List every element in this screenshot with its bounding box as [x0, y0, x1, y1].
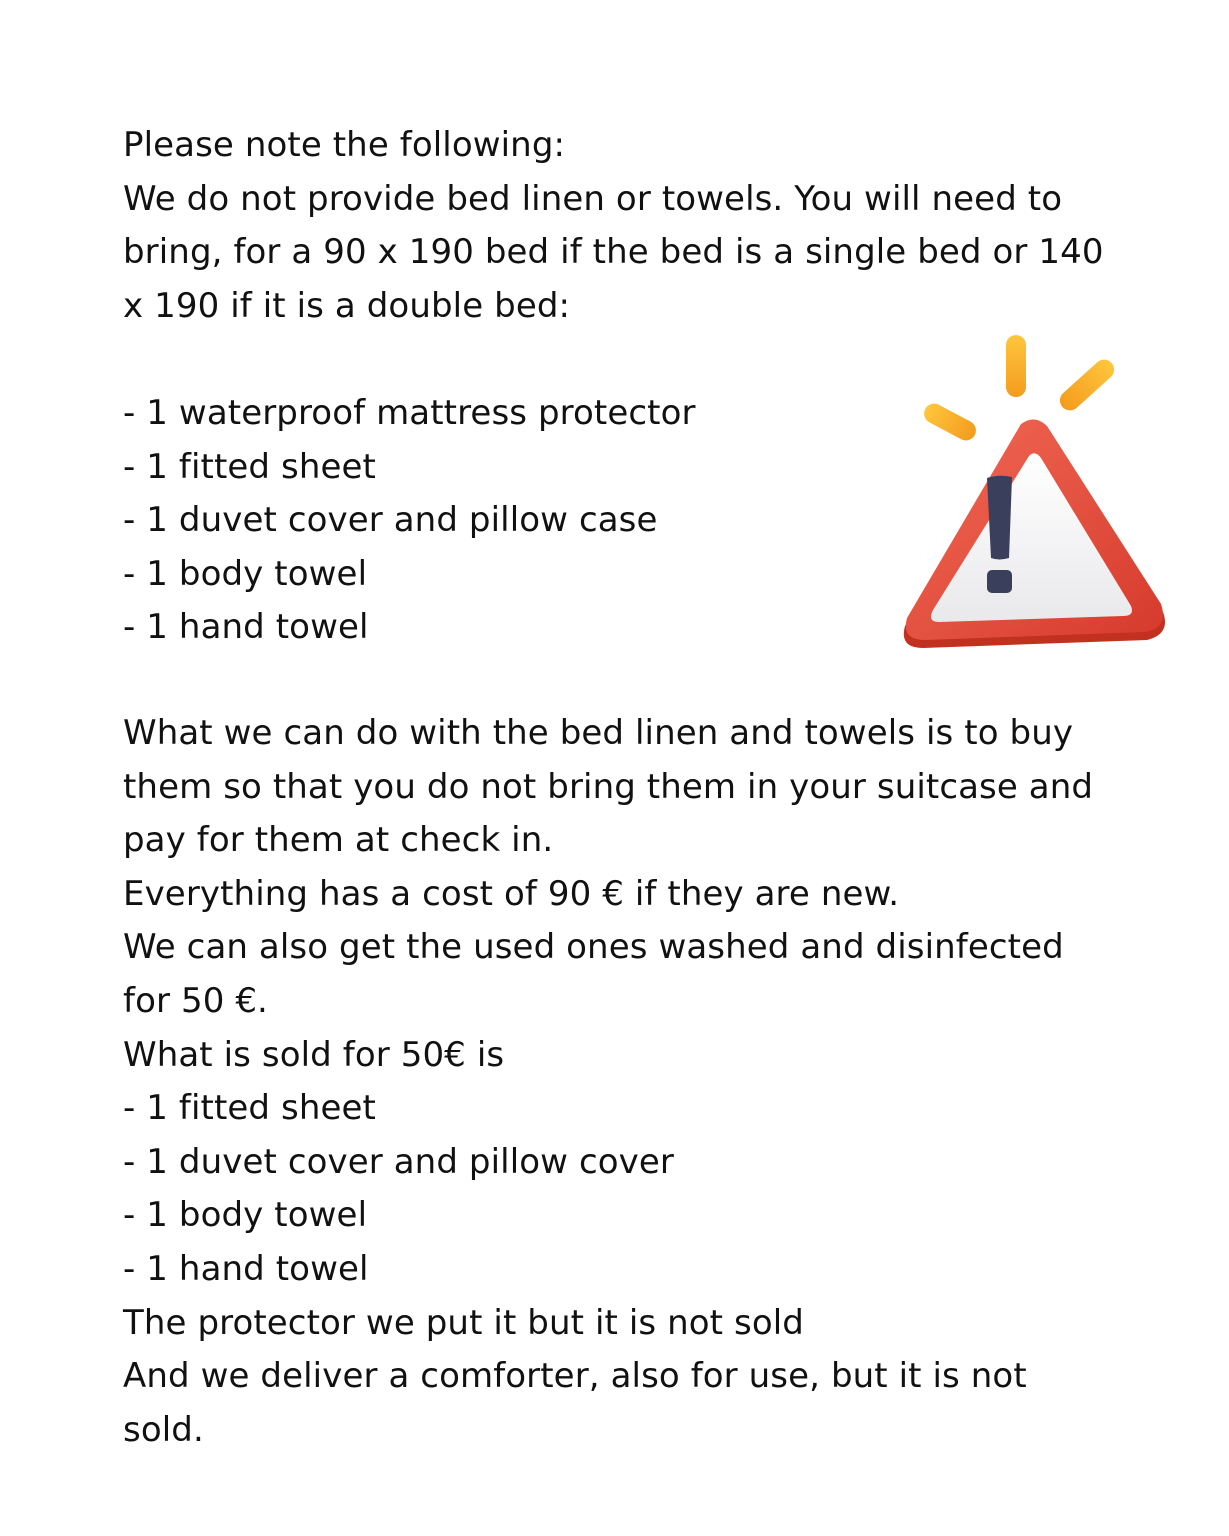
info-line: them so that you do not bring them in your suitcase and — [123, 766, 1094, 807]
intro-line: bring, for a 90 x 190 bed if the bed is a single bed or 140 — [123, 232, 1104, 273]
purchase-info-section — [123, 707, 1094, 1457]
info-line: for 50 €. — [123, 980, 268, 1021]
list-item: - 1 hand towel — [123, 1248, 369, 1289]
intro-heading: Please note the following: — [123, 125, 566, 165]
info-line: What is sold for 50€ is — [123, 1034, 505, 1075]
warning-triangle-exclamation-icon — [895, 330, 1170, 655]
list-item: - 1 waterproof mattress protector — [123, 393, 696, 433]
closing-line: sold. — [123, 1409, 204, 1450]
list-item: - 1 body towel — [123, 1195, 368, 1236]
intro-line: We do not provide bed linen or towels. You will need to — [123, 178, 1063, 219]
info-line: Everything has a cost of 90 € if they are new. — [123, 873, 900, 914]
info-line: pay for them at check in. — [123, 820, 554, 861]
list-item: - 1 body towel — [123, 553, 368, 594]
list-item: - 1 hand towel — [123, 607, 369, 648]
closing-line: And we deliver a comforter, also for use, but it is not — [123, 1356, 1027, 1397]
list-item: - 1 fitted sheet — [123, 1088, 376, 1129]
info-line: We can also get the used ones washed and disinfected — [123, 927, 1064, 968]
list-item: - 1 fitted sheet — [123, 446, 376, 487]
closing-line: The protector we put it but it is not sold — [123, 1302, 804, 1343]
intro-section — [123, 119, 1104, 333]
list-item: - 1 duvet cover and pillow case — [123, 500, 658, 541]
intro-line: x 190 if it is a double bed: — [123, 285, 571, 326]
info-line: What we can do with the bed linen and towels is to buy — [123, 713, 1074, 753]
list-item: - 1 duvet cover and pillow cover — [123, 1141, 674, 1182]
